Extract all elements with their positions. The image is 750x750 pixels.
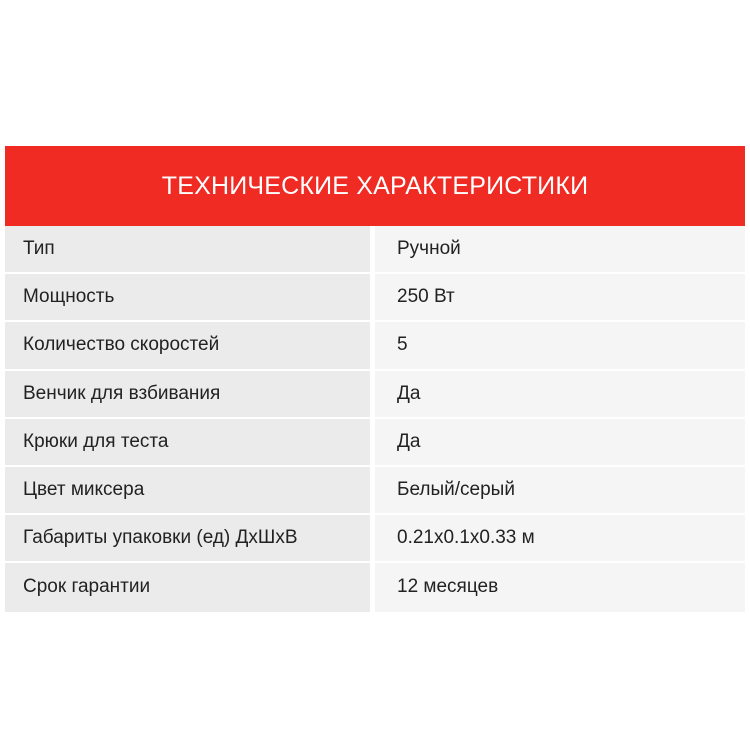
spec-value: Ручной <box>375 226 745 272</box>
spec-row-power <box>5 274 745 322</box>
spec-value: Да <box>375 419 745 465</box>
spec-value: Да <box>375 371 745 417</box>
spec-key: Крюки для теста <box>5 419 370 465</box>
spec-key: Венчик для взбивания <box>5 371 370 417</box>
spec-row-speeds <box>5 322 745 370</box>
spec-key: Габариты упаковки (ед) ДхШхВ <box>5 515 370 561</box>
spec-value: 250 Вт <box>375 274 745 320</box>
spec-value: 0.21x0.1x0.33 м <box>375 515 745 561</box>
spec-key: Мощность <box>5 274 370 320</box>
spec-card <box>5 146 745 612</box>
spec-row-package-size <box>5 515 745 563</box>
spec-row-type <box>5 226 745 274</box>
spec-header <box>5 146 745 226</box>
spec-key: Цвет миксера <box>5 467 370 513</box>
spec-key: Срок гарантии <box>5 563 370 611</box>
spec-key: Количество скоростей <box>5 322 370 368</box>
spec-table <box>5 226 745 612</box>
spec-value: Белый/серый <box>375 467 745 513</box>
spec-row-dough-hooks <box>5 419 745 467</box>
spec-row-whisk <box>5 371 745 419</box>
spec-row-warranty <box>5 563 745 611</box>
spec-value: 12 месяцев <box>375 563 745 611</box>
spec-title: ТЕХНИЧЕСКИЕ ХАРАКТЕРИСТИКИ <box>161 171 589 200</box>
spec-value: 5 <box>375 322 745 368</box>
spec-row-color <box>5 467 745 515</box>
spec-key: Тип <box>5 226 370 272</box>
